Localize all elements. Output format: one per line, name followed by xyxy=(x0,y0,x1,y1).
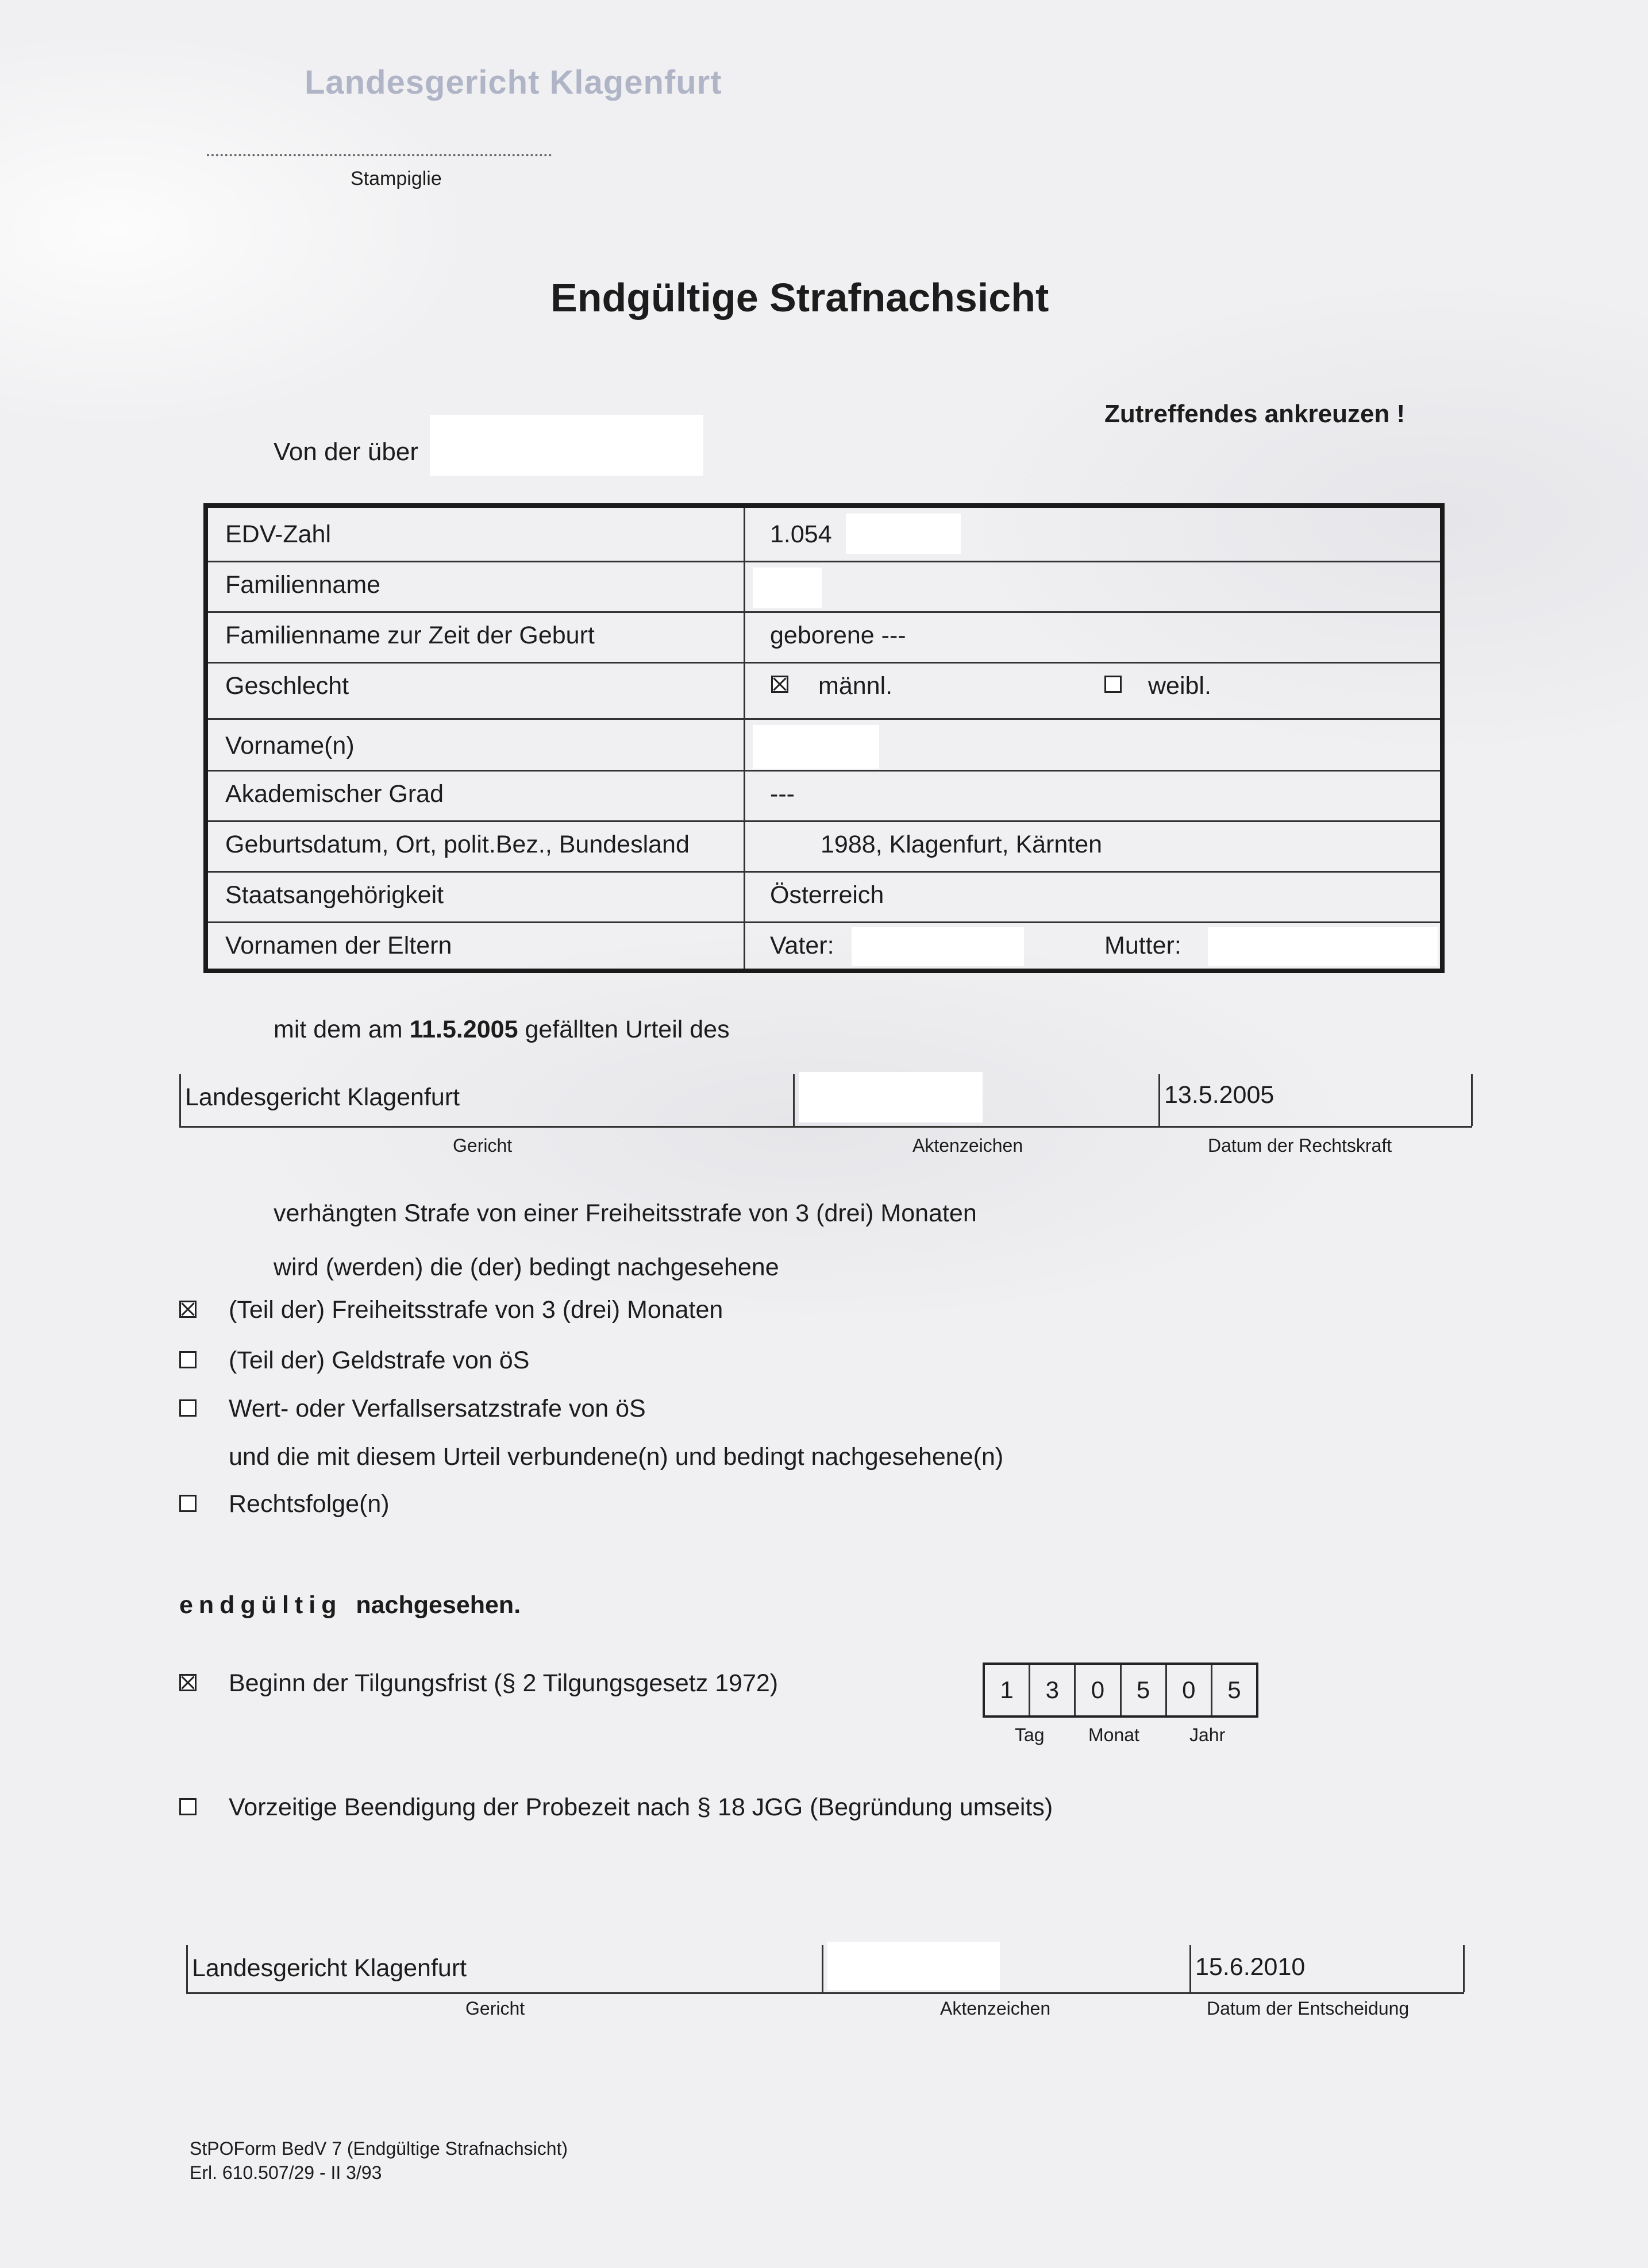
field-underline xyxy=(186,1992,1464,1994)
label-aktenzeichen-2: Aktenzeichen xyxy=(940,1998,1051,2019)
value-mutter: Mutter: xyxy=(1104,932,1181,959)
checkbox-verfallsersatzstrafe[interactable] xyxy=(179,1399,197,1417)
option-verfallsersatzstrafe: Wert- oder Verfallsersatzstrafe von öS xyxy=(229,1395,646,1422)
option-rechtsfolgen: Rechtsfolge(n) xyxy=(229,1490,390,1518)
value-geburtsname: geborene --- xyxy=(770,622,906,649)
label-gericht-2: Gericht xyxy=(465,1998,525,2019)
checkbox-weiblich[interactable] xyxy=(1104,676,1122,693)
table-row-divider xyxy=(208,770,1440,772)
redacted-aktenzeichen-2 xyxy=(827,1942,1000,1990)
table-column-divider xyxy=(744,508,745,969)
entscheidung-court: Landesgericht Klagenfurt xyxy=(192,1954,467,1982)
tilgung-date-box xyxy=(983,1663,1258,1718)
label-edv-zahl: EDV-Zahl xyxy=(225,520,332,548)
redacted-authority xyxy=(430,415,703,476)
value-weiblich: weibl. xyxy=(1148,672,1211,700)
label-eltern: Vornamen der Eltern xyxy=(225,932,452,959)
final-phrase-rest: nachgesehen. xyxy=(356,1591,521,1619)
redacted-vornamen xyxy=(753,725,879,769)
date-digit: 0 xyxy=(1165,1665,1211,1715)
table-row-divider xyxy=(208,662,1440,664)
stamp-label: Stampiglie xyxy=(351,168,442,190)
option-freiheitsstrafe: (Teil der) Freiheitsstrafe von 3 (drei) Monaten xyxy=(229,1296,723,1324)
label-datum-rechtskraft: Datum der Rechtskraft xyxy=(1208,1135,1392,1156)
label-jahr: Jahr xyxy=(1189,1725,1226,1745)
checkbox-tilgungsfrist[interactable] xyxy=(179,1674,197,1691)
value-geburtsdaten: 1988, Klagenfurt, Kärnten xyxy=(821,831,1103,858)
field-divider xyxy=(179,1074,181,1126)
table-row-divider xyxy=(208,871,1440,873)
label-familienname: Familienname xyxy=(225,571,381,599)
redacted-aktenzeichen-1 xyxy=(799,1072,983,1123)
field-divider xyxy=(793,1074,795,1126)
instruction-hint: Zutreffendes ankreuzen ! xyxy=(1104,400,1406,428)
von-label: Von der über xyxy=(274,438,418,466)
checkbox-freiheitsstrafe[interactable] xyxy=(179,1301,197,1318)
final-phrase xyxy=(179,1591,521,1619)
label-tag: Tag xyxy=(1015,1725,1045,1745)
value-maennlich: männl. xyxy=(818,672,893,700)
label-akad-grad: Akademischer Grad xyxy=(225,780,444,808)
field-divider xyxy=(822,1945,823,1992)
label-monat: Monat xyxy=(1088,1725,1139,1745)
footer-erlass: Erl. 610.507/29 - II 3/93 xyxy=(190,2162,382,2183)
label-aktenzeichen: Aktenzeichen xyxy=(912,1135,1023,1156)
table-row-divider xyxy=(208,718,1440,720)
table-row-divider xyxy=(208,921,1440,923)
date-digit: 3 xyxy=(1029,1665,1074,1715)
personal-data-table xyxy=(203,503,1445,973)
urteil-date: 11.5.2005 xyxy=(409,1016,518,1043)
strafe-line-1: verhängten Strafe von einer Freiheitsstrafe von 3 (drei) Monaten xyxy=(274,1199,977,1227)
option-tilgungsfrist: Beginn der Tilgungsfrist (§ 2 Tilgungsgesetz 1972) xyxy=(229,1669,779,1697)
urteil-prefix: mit dem am xyxy=(274,1016,403,1043)
urteil-court: Landesgericht Klagenfurt xyxy=(185,1083,460,1111)
checkbox-rechtsfolgen[interactable] xyxy=(179,1495,197,1512)
stamp-dotted-line xyxy=(207,154,552,156)
redacted-edv xyxy=(846,514,961,554)
urteil-suffix: gefällten Urteil des xyxy=(525,1016,730,1043)
urteil-rechtskraft-date: 13.5.2005 xyxy=(1164,1081,1274,1109)
final-phrase-spaced: endgültig xyxy=(179,1591,342,1619)
redacted-vater xyxy=(852,927,1024,966)
value-edv-zahl: 1.054 xyxy=(770,520,832,548)
label-datum-entscheidung: Datum der Entscheidung xyxy=(1207,1998,1410,2019)
field-divider xyxy=(1463,1945,1465,1992)
value-vater: Vater: xyxy=(770,932,834,959)
field-divider xyxy=(1189,1945,1191,1992)
strafe-connector: und die mit diesem Urteil verbundene(n) und bedingt nachgesehene(n) xyxy=(229,1443,1004,1471)
entscheidung-date: 15.6.2010 xyxy=(1195,1953,1306,1981)
label-geburtsdaten: Geburtsdatum, Ort, polit.Bez., Bundesland xyxy=(225,831,690,858)
value-akad-grad: --- xyxy=(770,780,795,808)
table-row-divider xyxy=(208,611,1440,613)
option-geldstrafe: (Teil der) Geldstrafe von öS xyxy=(229,1347,530,1374)
date-digit: 1 xyxy=(1000,1676,1014,1703)
court-stamp: Landesgericht Klagenfurt xyxy=(305,64,722,101)
label-staatsangehoerigkeit: Staatsangehörigkeit xyxy=(225,881,444,909)
checkbox-maennlich[interactable] xyxy=(771,676,788,693)
checkbox-geldstrafe[interactable] xyxy=(179,1351,197,1368)
date-digit: 5 xyxy=(1211,1665,1256,1715)
strafe-line-2: wird (werden) die (der) bedingt nachgesehene xyxy=(274,1253,779,1281)
date-digit: 0 xyxy=(1074,1665,1119,1715)
value-staatsangehoerigkeit: Österreich xyxy=(770,881,884,909)
footer-form-id: StPOForm BedV 7 (Endgültige Strafnachsicht) xyxy=(190,2138,568,2159)
label-geburtsname: Familienname zur Zeit der Geburt xyxy=(225,622,595,649)
checkbox-vorzeitige-beendigung[interactable] xyxy=(179,1798,197,1815)
redacted-mutter xyxy=(1208,927,1438,966)
date-digit: 5 xyxy=(1120,1665,1165,1715)
table-row-divider xyxy=(208,820,1440,822)
urteil-sentence xyxy=(274,1016,730,1044)
label-gericht: Gericht xyxy=(453,1135,513,1156)
label-vornamen: Vorname(n) xyxy=(225,732,355,759)
field-underline xyxy=(179,1126,1472,1128)
option-vorzeitige-beendigung: Vorzeitige Beendigung der Probezeit nach § 18 JGG (Begründung umseits) xyxy=(229,1793,1053,1821)
field-divider xyxy=(1471,1074,1473,1126)
label-geschlecht: Geschlecht xyxy=(225,672,349,700)
document-title: Endgültige Strafnachsicht xyxy=(550,275,1049,320)
field-divider xyxy=(1158,1074,1160,1126)
field-divider xyxy=(186,1945,188,1992)
redacted-familienname xyxy=(753,568,822,608)
table-row-divider xyxy=(208,561,1440,562)
